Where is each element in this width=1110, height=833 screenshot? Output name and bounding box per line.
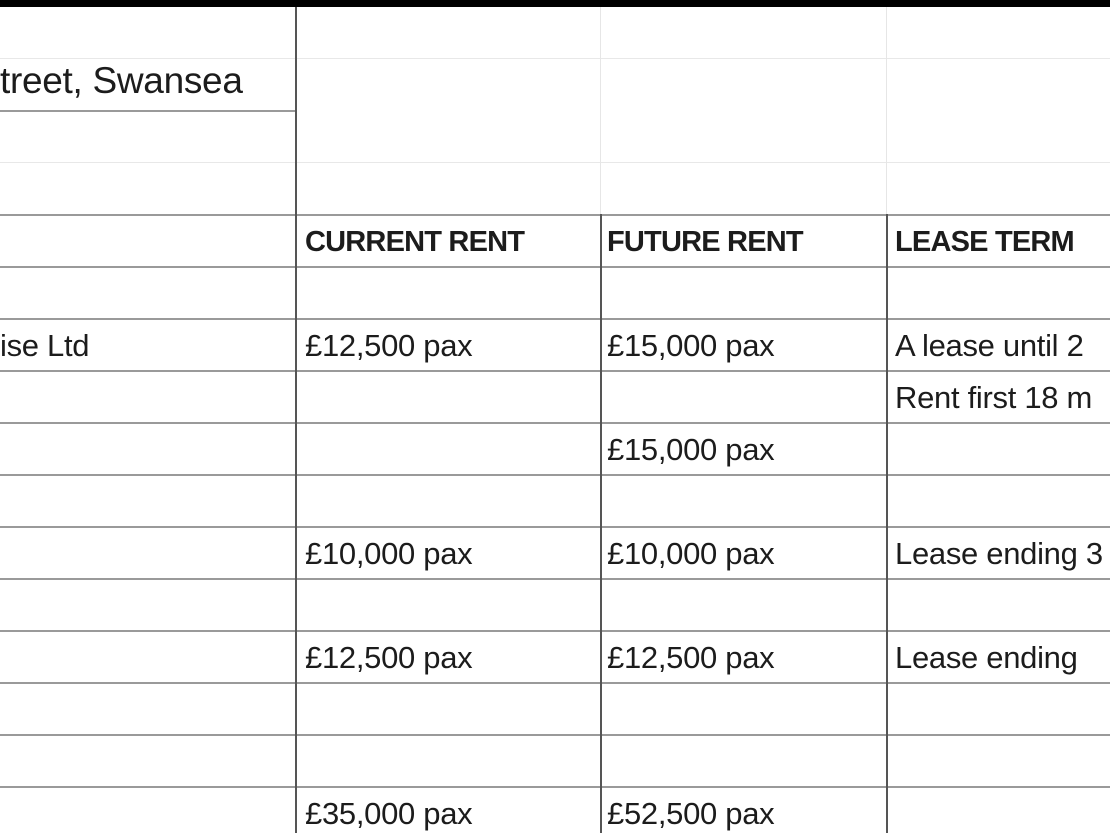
- current-rent-cell[interactable]: £10,000 pax: [305, 536, 473, 571]
- column-border: [600, 214, 602, 833]
- column-border: [886, 7, 887, 214]
- column-border: [886, 214, 888, 833]
- header-current-rent[interactable]: CURRENT RENT: [305, 226, 525, 258]
- window-top-edge: [0, 0, 1110, 7]
- lease-term-cell[interactable]: Rent first 18 m: [895, 380, 1093, 415]
- future-rent-cell[interactable]: £15,000 pax: [607, 432, 775, 467]
- current-rent-total-cell[interactable]: £35,000 pax: [305, 796, 473, 831]
- gridline: [0, 110, 297, 112]
- lease-term-cell[interactable]: Lease ending 3: [895, 536, 1103, 571]
- gridline: [0, 162, 1110, 163]
- future-rent-cell[interactable]: £12,500 pax: [607, 640, 775, 675]
- lease-term-cell[interactable]: A lease until 2: [895, 328, 1084, 363]
- column-border: [600, 7, 601, 214]
- future-rent-cell[interactable]: £10,000 pax: [607, 536, 775, 571]
- gridline: [0, 474, 1110, 476]
- current-rent-cell[interactable]: £12,500 pax: [305, 328, 473, 363]
- spreadsheet-grid[interactable]: [0, 7, 1110, 833]
- lease-term-cell[interactable]: Lease ending: [895, 640, 1078, 675]
- header-lease-term[interactable]: LEASE TERM: [895, 226, 1074, 258]
- current-rent-cell[interactable]: £12,500 pax: [305, 640, 473, 675]
- address-cell[interactable]: treet, Swansea: [0, 60, 243, 101]
- future-rent-total-cell[interactable]: £52,500 pax: [607, 796, 775, 831]
- gridline: [0, 734, 1110, 736]
- future-rent-cell[interactable]: £15,000 pax: [607, 328, 775, 363]
- header-future-rent[interactable]: FUTURE RENT: [607, 226, 803, 258]
- column-border: [295, 7, 297, 833]
- tenant-cell[interactable]: ise Ltd: [0, 328, 90, 363]
